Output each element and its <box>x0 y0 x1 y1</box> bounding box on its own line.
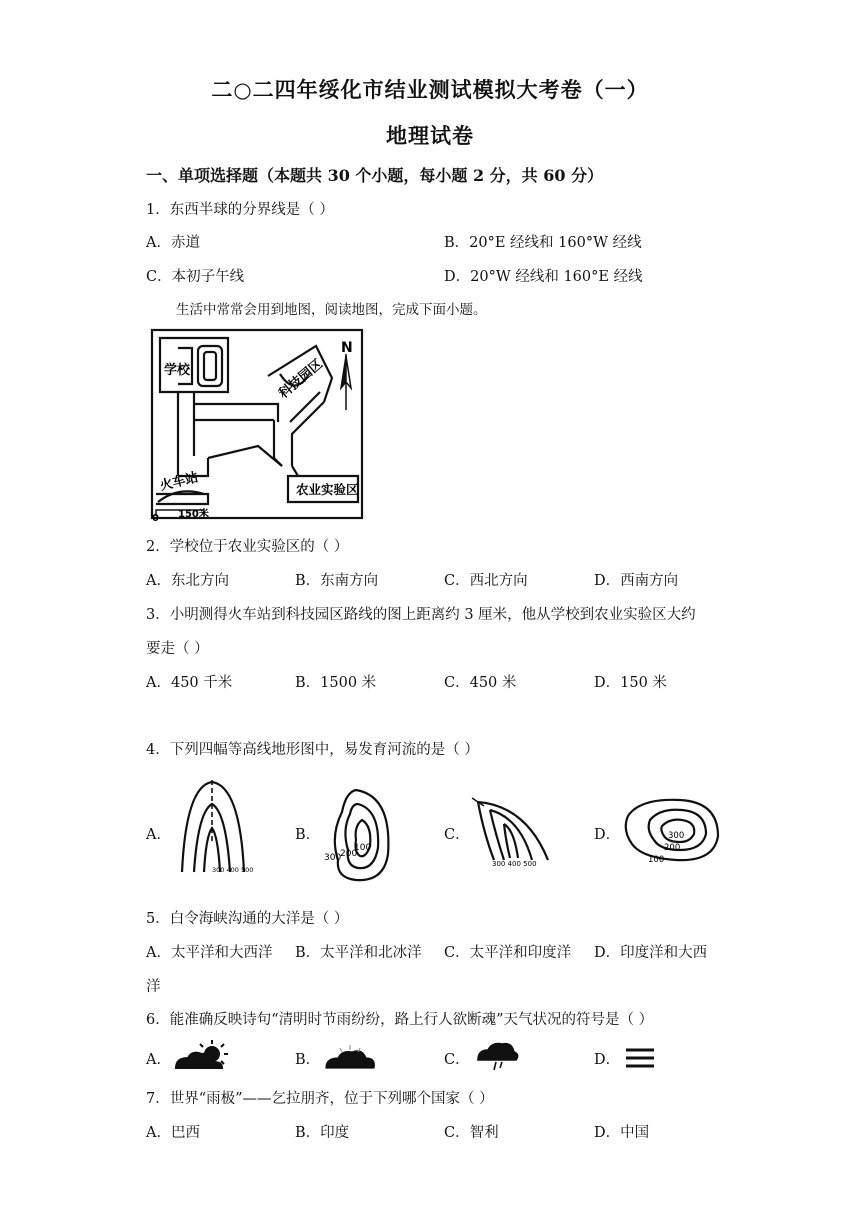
q5-option-c: C．太平洋和印度洋 <box>444 945 572 961</box>
q1-option-a: A．赤道 <box>146 235 200 251</box>
q2-stem: 2．学校位于农业实验区的（ ） <box>146 539 349 555</box>
q3-stem-line1: 3．小明测得火车站到科技园区路线的图上距离约 3 厘米，他从学校到农业实验区大约 <box>146 607 696 623</box>
tech-park-label: 科技园区 <box>276 356 326 402</box>
q6-label-a: A． <box>146 1052 171 1068</box>
q1-stem: 1．东西半球的分界线是（ ） <box>146 202 334 218</box>
q7-option-a: A．巴西 <box>146 1125 200 1141</box>
q3-option-c: C．450 米 <box>444 675 517 691</box>
exam-title: 二○二四年绥化市结业测试模拟大考卷（一） <box>211 77 649 102</box>
q5-option-a: A．太平洋和大西洋 <box>146 945 273 961</box>
q3-stem-line2: 要走（ ） <box>146 641 209 657</box>
scale-zero: 0 <box>152 513 159 524</box>
q2-option-d: D．西南方向 <box>594 573 679 589</box>
school-label: 学校 <box>164 363 191 378</box>
q7-stem: 7．世界“雨极”——乞拉朋齐，位于下列哪个国家（ ） <box>146 1091 494 1107</box>
q5-option-b: B．太平洋和北冰洋 <box>295 945 422 961</box>
q4-label-c: C． <box>444 827 470 843</box>
q5-option-d: D．印度洋和大西 <box>594 945 708 961</box>
q1-option-b: B．20°E 经线和 160°W 经线 <box>444 235 642 251</box>
q2-option-a: A．东北方向 <box>146 573 229 589</box>
q6-label-c: C． <box>444 1052 470 1068</box>
q4-label-d: D． <box>594 827 621 843</box>
town-map <box>148 326 366 524</box>
fig-a-labels: 300 400 500 <box>212 866 254 874</box>
fig-d-label-200: 200 <box>664 843 681 853</box>
contour-figure-d <box>620 796 726 866</box>
section-heading: 一、单项选择题（本题共 30 个小题，每小题 2 分，共 60 分） <box>146 166 604 185</box>
q3-option-d: D．150 米 <box>594 675 667 691</box>
scale-label: 150米 <box>178 509 209 520</box>
q2-option-c: C．西北方向 <box>444 573 528 589</box>
fig-d-label-300: 300 <box>668 831 685 841</box>
q5-option-d-wrap: 洋 <box>146 979 161 995</box>
q6-label-b: B． <box>295 1052 321 1068</box>
sun-cloud-icon <box>172 1038 234 1072</box>
q2-option-b: B．东南方向 <box>295 573 379 589</box>
q7-option-b: B．印度 <box>295 1125 350 1141</box>
q1-option-d: D．20°W 经线和 160°E 经线 <box>444 269 643 285</box>
agri-zone-label: 农业实验区 <box>296 482 359 497</box>
q6-stem: 6．能准确反映诗句“清明时节雨纷纷，路上行人欲断魂”天气状况的符号是（ ） <box>146 1012 654 1028</box>
cloudy-icon <box>322 1042 378 1070</box>
fig-d-label-100: 100 <box>648 855 665 865</box>
q4-label-a: A． <box>146 827 171 843</box>
rain-icon <box>474 1040 520 1072</box>
fig-b-label-100: 100 <box>354 843 372 853</box>
fig-c-labels: 300 400 500 <box>492 860 537 868</box>
fog-icon <box>622 1046 658 1070</box>
q1-option-c: C．本初子午线 <box>146 269 245 285</box>
exam-subtitle: 地理试卷 <box>386 123 474 148</box>
q3-option-b: B．1500 米 <box>295 675 377 691</box>
contour-figure-b <box>316 784 398 886</box>
north-label: N <box>341 340 353 356</box>
map-intro: 生活中常常会用到地图，阅读地图，完成下面小题。 <box>176 302 487 318</box>
q4-label-b: B． <box>295 827 321 843</box>
contour-figure-c <box>470 796 566 868</box>
fig-b-label-200: 200 <box>340 849 358 859</box>
q6-label-d: D． <box>594 1052 621 1068</box>
q7-option-c: C．智利 <box>444 1125 499 1141</box>
train-station-label: 火车站 <box>158 470 200 495</box>
q4-stem: 4．下列四幅等高线地形图中，易发育河流的是（ ） <box>146 742 479 758</box>
q5-stem: 5．白令海峡沟通的大洋是（ ） <box>146 911 349 927</box>
fig-b-label-300: 300 <box>324 853 342 863</box>
q3-option-a: A．450 千米 <box>146 675 233 691</box>
q7-option-d: D．中国 <box>594 1125 650 1141</box>
contour-figure-a <box>168 776 278 876</box>
